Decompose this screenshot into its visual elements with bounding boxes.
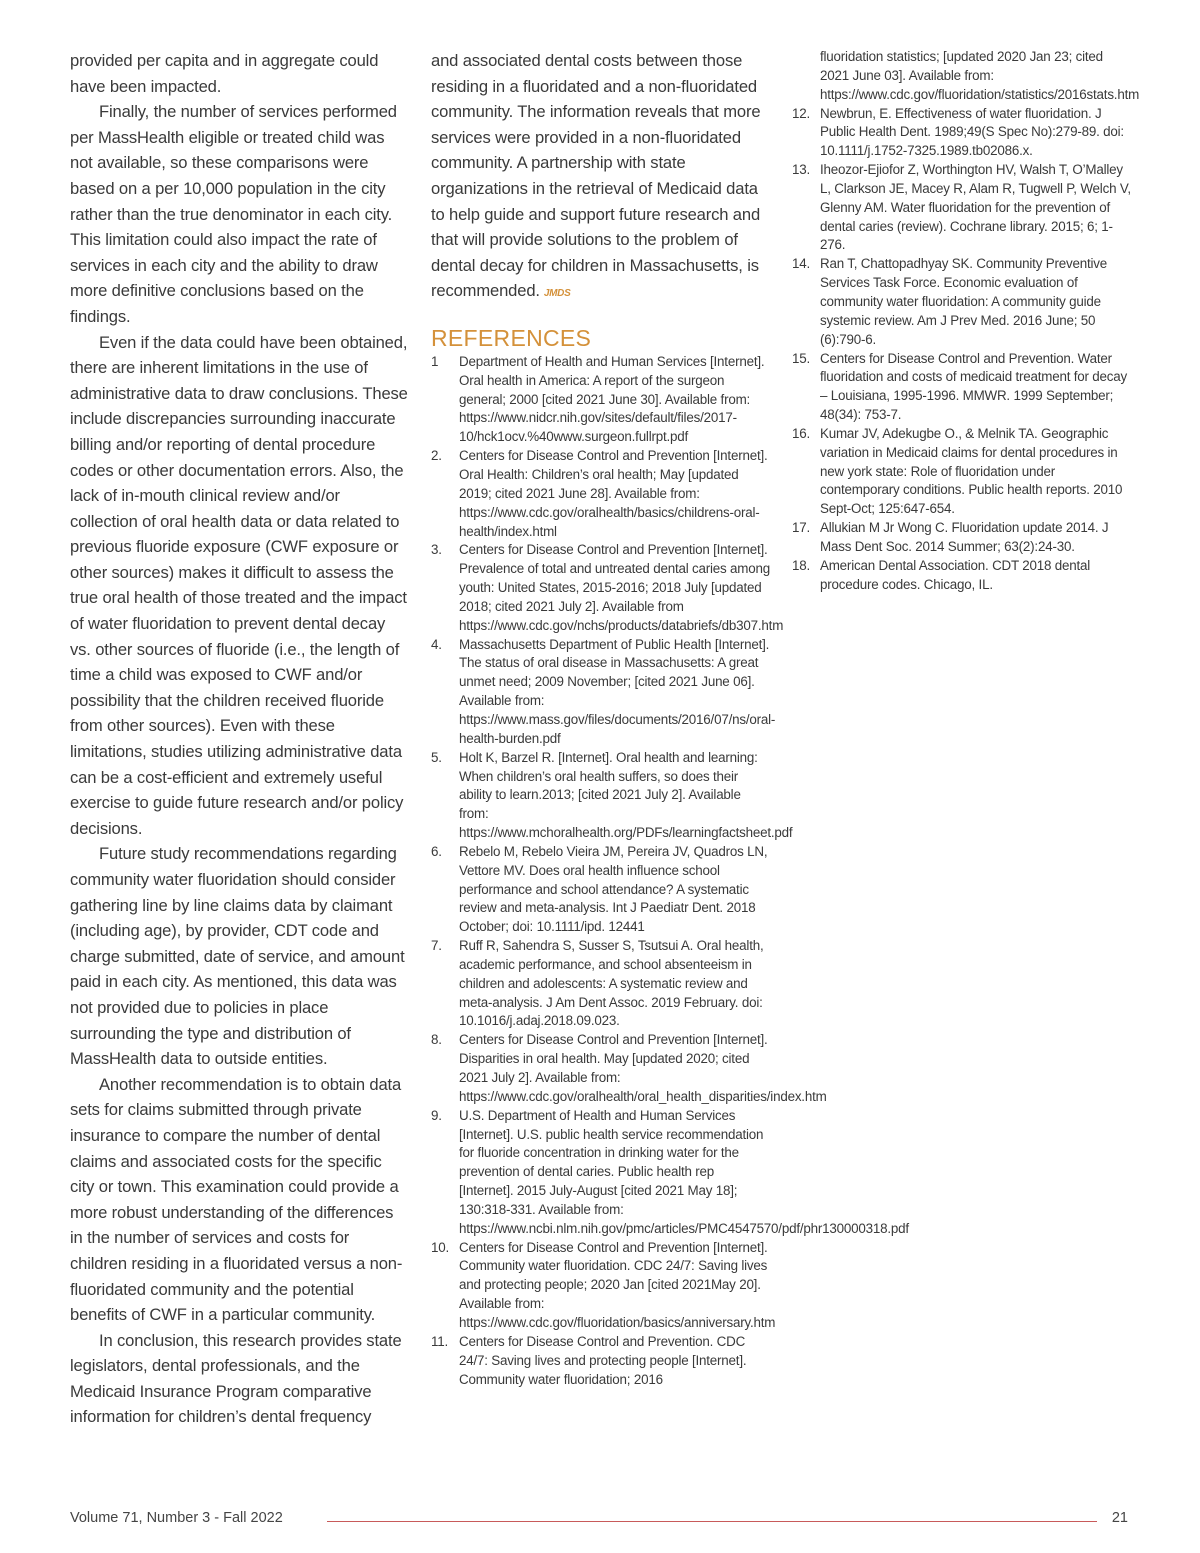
reference-number: 13. xyxy=(792,162,811,178)
references-heading: REFERENCES xyxy=(431,324,592,351)
reference-text: Allukian M Jr Wong C. Fluoridation update 2014. J Mass Dent Soc. 2014 Summer; 63(2):24-30. xyxy=(820,520,1109,554)
reference-item xyxy=(431,843,771,937)
reference-number: 11. xyxy=(431,1333,449,1349)
volume-info: Volume 71, Number 3 - Fall 2022 xyxy=(70,1510,283,1526)
column-3 xyxy=(792,48,1140,594)
reference-number: 17. xyxy=(792,520,811,536)
reference-number: 4. xyxy=(431,636,442,652)
reference-item xyxy=(431,541,784,635)
body-paragraph xyxy=(431,48,771,307)
reference-text: Centers for Disease Control and Prevention. Water fluoridation and costs of medicaid treatment for decay – Louisiana, 1995-1996. MMWR. 1999 September; 48(34): 753-7. xyxy=(820,350,1128,423)
reference-text: Centers for Disease Control and Prevention [Internet]. Disparities in oral health. May [updated 2020; cited 2021 July 2]. Available from: https://www.cdc.gov/oralhealth/oral_health_disparities/index.htm xyxy=(459,1032,827,1104)
reference-text: Holt K, Barzel R. [Internet]. Oral health and learning: When children’s oral health suffers, so does their ability to learn.2013; [cited 2021 July 2]. Available from: https://www.mchoralhealth.org/PDFs/learningfactsheet.pdf xyxy=(459,749,793,841)
reference-number: 16. xyxy=(792,425,811,441)
reference-text: Iheozor-Ejiofor Z, Worthington HV, Walsh T, O’Malley L, Clarkson JE, Macey R, Alam R, Tugwell P, Welch V, Glenny AM. Water fluoridation for the prevention of dental caries (review). Cochrane library. 2015; 6; 1-276. xyxy=(820,162,1131,253)
reference-text: Department of Health and Human Services [Internet]. Oral health in America: A report of the surgeon general; 2000 [cited 2021 June 30]. Available from: https://www.nidcr.nih.gov/sites/default/files/2017-10/hck1ocv.%40www.surgeon.fullrpt.pdf xyxy=(459,353,765,445)
reference-number: 6. xyxy=(431,843,442,859)
reference-item xyxy=(431,1031,827,1106)
reference-item xyxy=(431,937,771,1031)
reference-item xyxy=(431,1333,771,1390)
reference-text: U.S. Department of Health and Human Services [Internet]. U.S. public health service recommendation for fluoride concentration in drinking water for the prevention of dental caries. Public health rep [Internet]. 2015 July-August [cited 2021 May 18]; 130:318-331. Available from: https://www.ncbi.nlm.nih.gov/pmc/articles/PMC4547570/pdf/phr130000318.pdf xyxy=(459,1107,909,1236)
references-list xyxy=(431,353,909,1389)
reference-text: Centers for Disease Control and Prevention [Internet]. Oral Health: Children’s oral health; May [updated 2019; cited 2021 June 28]. Available from: https://www.cdc.gov/oralhealth/basics/childrens-oral-health/index.html xyxy=(459,448,768,539)
reference-number: 7. xyxy=(431,938,442,954)
reference-item xyxy=(431,1239,776,1333)
reference-text: Centers for Disease Control and Prevention. CDC 24/7: Saving lives and protecting people [Internet]. Community water fluoridation; 2016 xyxy=(459,1333,747,1387)
conclusion-text: and associated dental costs between those residing in a fluoridated and a non-fluoridated community. The information reveals that more services were provided in a non-fluoridated community. A partnership with state organizations in the retrieval of Medicaid data to help guide and support future research and that will provide solutions to the problem of dental decay for children in Massachusetts, is recommended. xyxy=(431,51,761,301)
reference-item xyxy=(431,447,771,541)
body-paragraph: In conclusion, this research provides state legislators, dental professionals, and the Medicaid Insurance Program comparative information for children’s dental frequency xyxy=(70,1330,402,1427)
page-footer xyxy=(70,1510,1130,1532)
reference-item xyxy=(792,425,1132,519)
reference-text: Kumar JV, Adekugbe O., & Melnik TA. Geographic variation in Medicaid claims for dental procedures in new york state: Role of fluoridation under contemporary conditions. Public health reports. 2010 Sept-Oct; 125:647-654. xyxy=(820,425,1123,517)
reference-number: 9. xyxy=(431,1107,442,1123)
body-paragraph: Finally, the number of services performed per MassHealth eligible or treated child was not available, so these comparisons were based on a per 10,000 population in the city rather than the true denominator in each city. This limitation could also impact the rate of services in each city and the ability to draw more definitive conclusions based on the findings. xyxy=(70,102,397,326)
reference-number: 2. xyxy=(431,448,442,464)
reference-number: 14. xyxy=(792,256,811,272)
column-1 xyxy=(70,48,410,1430)
references-list-continued xyxy=(792,48,1140,594)
body-paragraph: Future study recommendations regarding community water fluoridation should consider gathering line by line claims data by claimant (including age), by provider, CDT code and charge submitted, date of service, and amount paid in each city. As mentioned, this data was not provided due to policies in place surrounding the type and distribution of MassHealth data to outside entities. xyxy=(70,844,405,1069)
footer-rule xyxy=(327,1521,1097,1522)
body-paragraph: provided per capita and in aggregate could have been impacted. xyxy=(70,51,379,96)
jmds-end-mark: JMDS xyxy=(543,288,571,300)
reference-number: 3. xyxy=(431,542,442,558)
page-number: 21 xyxy=(1111,1510,1128,1526)
reference-item xyxy=(792,255,1132,349)
reference-item xyxy=(792,105,1132,162)
reference-number: 15. xyxy=(792,350,811,366)
reference-number: 18. xyxy=(792,557,811,573)
reference-item xyxy=(792,350,1132,425)
body-paragraph: Even if the data could have been obtained, there are inherent limitations in the use of administrative data to draw conclusions. These include discrepancies surrounding inaccurate billing and/or reporting of dental procedure codes or other documentation errors. Also, the lack of in-mouth clinical review and/or collection of oral health data or data related to previous fluoride exposure (CWF exposure or other sources) makes it difficult to assess the true oral health of those treated and the impact of water fluoridation to prevent dental decay vs. other sources of fluoride (i.e., the length of time a child was exposed to CWF and/or possibility that the children received fluoride from other sources). Even with these limitations, studies utilizing administrative data can be a cost-efficient and extremely useful exercise to guide future research and/or policy decisions. xyxy=(70,332,408,838)
reference-item xyxy=(431,636,776,749)
reference-text: Centers for Disease Control and Prevention [Internet]. Community water fluoridation. CDC 24/7: Saving lives and protecting people; 2020 Jan [cited 2021May 20]. Available from: https://www.cdc.gov/fluoridation/basics/anniversary.htm xyxy=(459,1239,776,1330)
reference-item xyxy=(792,557,1132,595)
reference-text: Ran T, Chattopadhyay SK. Community Preventive Services Task Force. Economic evaluation of community water fluoridation: A community guide systemic review. Am J Prev Med. 2016 June; 50 (6):790-6. xyxy=(820,256,1107,347)
reference-item xyxy=(792,161,1132,255)
reference-number: 5. xyxy=(431,749,442,765)
reference-item xyxy=(431,353,771,447)
reference-text: Newbrun, E. Effectiveness of water fluoridation. J Public Health Dent. 1989;49(S Spec No):279-89. doi: 10.1111/j.1752-7325.1989.tb02086.x. xyxy=(820,105,1124,159)
reference-number: 1 xyxy=(431,353,439,369)
reference-number: 12. xyxy=(792,105,811,121)
reference-item xyxy=(431,749,793,843)
reference-text: Rebelo M, Rebelo Vieira JM, Pereira JV, Quadros LN, Vettore MV. Does oral health influence school performance and school attendance? A systematic review and meta-analysis. Int J Paediatr Dent. 2018 October; doi: 10.1111/ipd. 12441 xyxy=(459,843,768,935)
reference-number: 8. xyxy=(431,1032,442,1048)
reference-text: Ruff R, Sahendra S, Susser S, Tsutsui A. Oral health, academic performance, and school absenteeism in children and adolescents: A systematic review and meta-analysis. J Am Dent Assoc. 2019 February. doi: 10.1016/j.adaj.2018.09.023. xyxy=(459,938,764,1029)
reference-item xyxy=(792,48,1140,105)
reference-number: 10. xyxy=(431,1239,450,1255)
reference-item xyxy=(792,519,1132,557)
reference-text: Massachusetts Department of Public Health [Internet]. The status of oral disease in Massachusetts: A great unmet need; 2009 November; [cited 2021 June 06]. Available from: https://www.mass.gov/files/documents/2016/07/ns/oral-health-burden.pdf xyxy=(459,636,776,746)
reference-text: fluoridation statistics; [updated 2020 Jan 23; cited 2021 June 03]. Available from: https://www.cdc.gov/fluoridation/statistics/2016stats.htm xyxy=(820,49,1140,102)
body-paragraph: Another recommendation is to obtain data sets for claims submitted through private insurance to compare the number of dental claims and associated costs for the specific city or town. This examination could provide a more robust understanding of the differences in the number of services and costs for children residing in a fluoridated versus a non-fluoridated community and the potential benefits of CWF in a particular community. xyxy=(70,1074,403,1325)
reference-text: American Dental Association. CDT 2018 dental procedure codes. Chicago, IL. xyxy=(820,557,1091,592)
reference-text: Centers for Disease Control and Prevention [Internet]. Prevalence of total and untreated dental caries among youth: United States, 2015-2016; 2018 July [updated 2018; cited 2021 July 2]. Available from https://www.cdc.gov/nchs/products/databriefs/db307.htm xyxy=(459,542,784,633)
reference-item xyxy=(431,1107,909,1239)
